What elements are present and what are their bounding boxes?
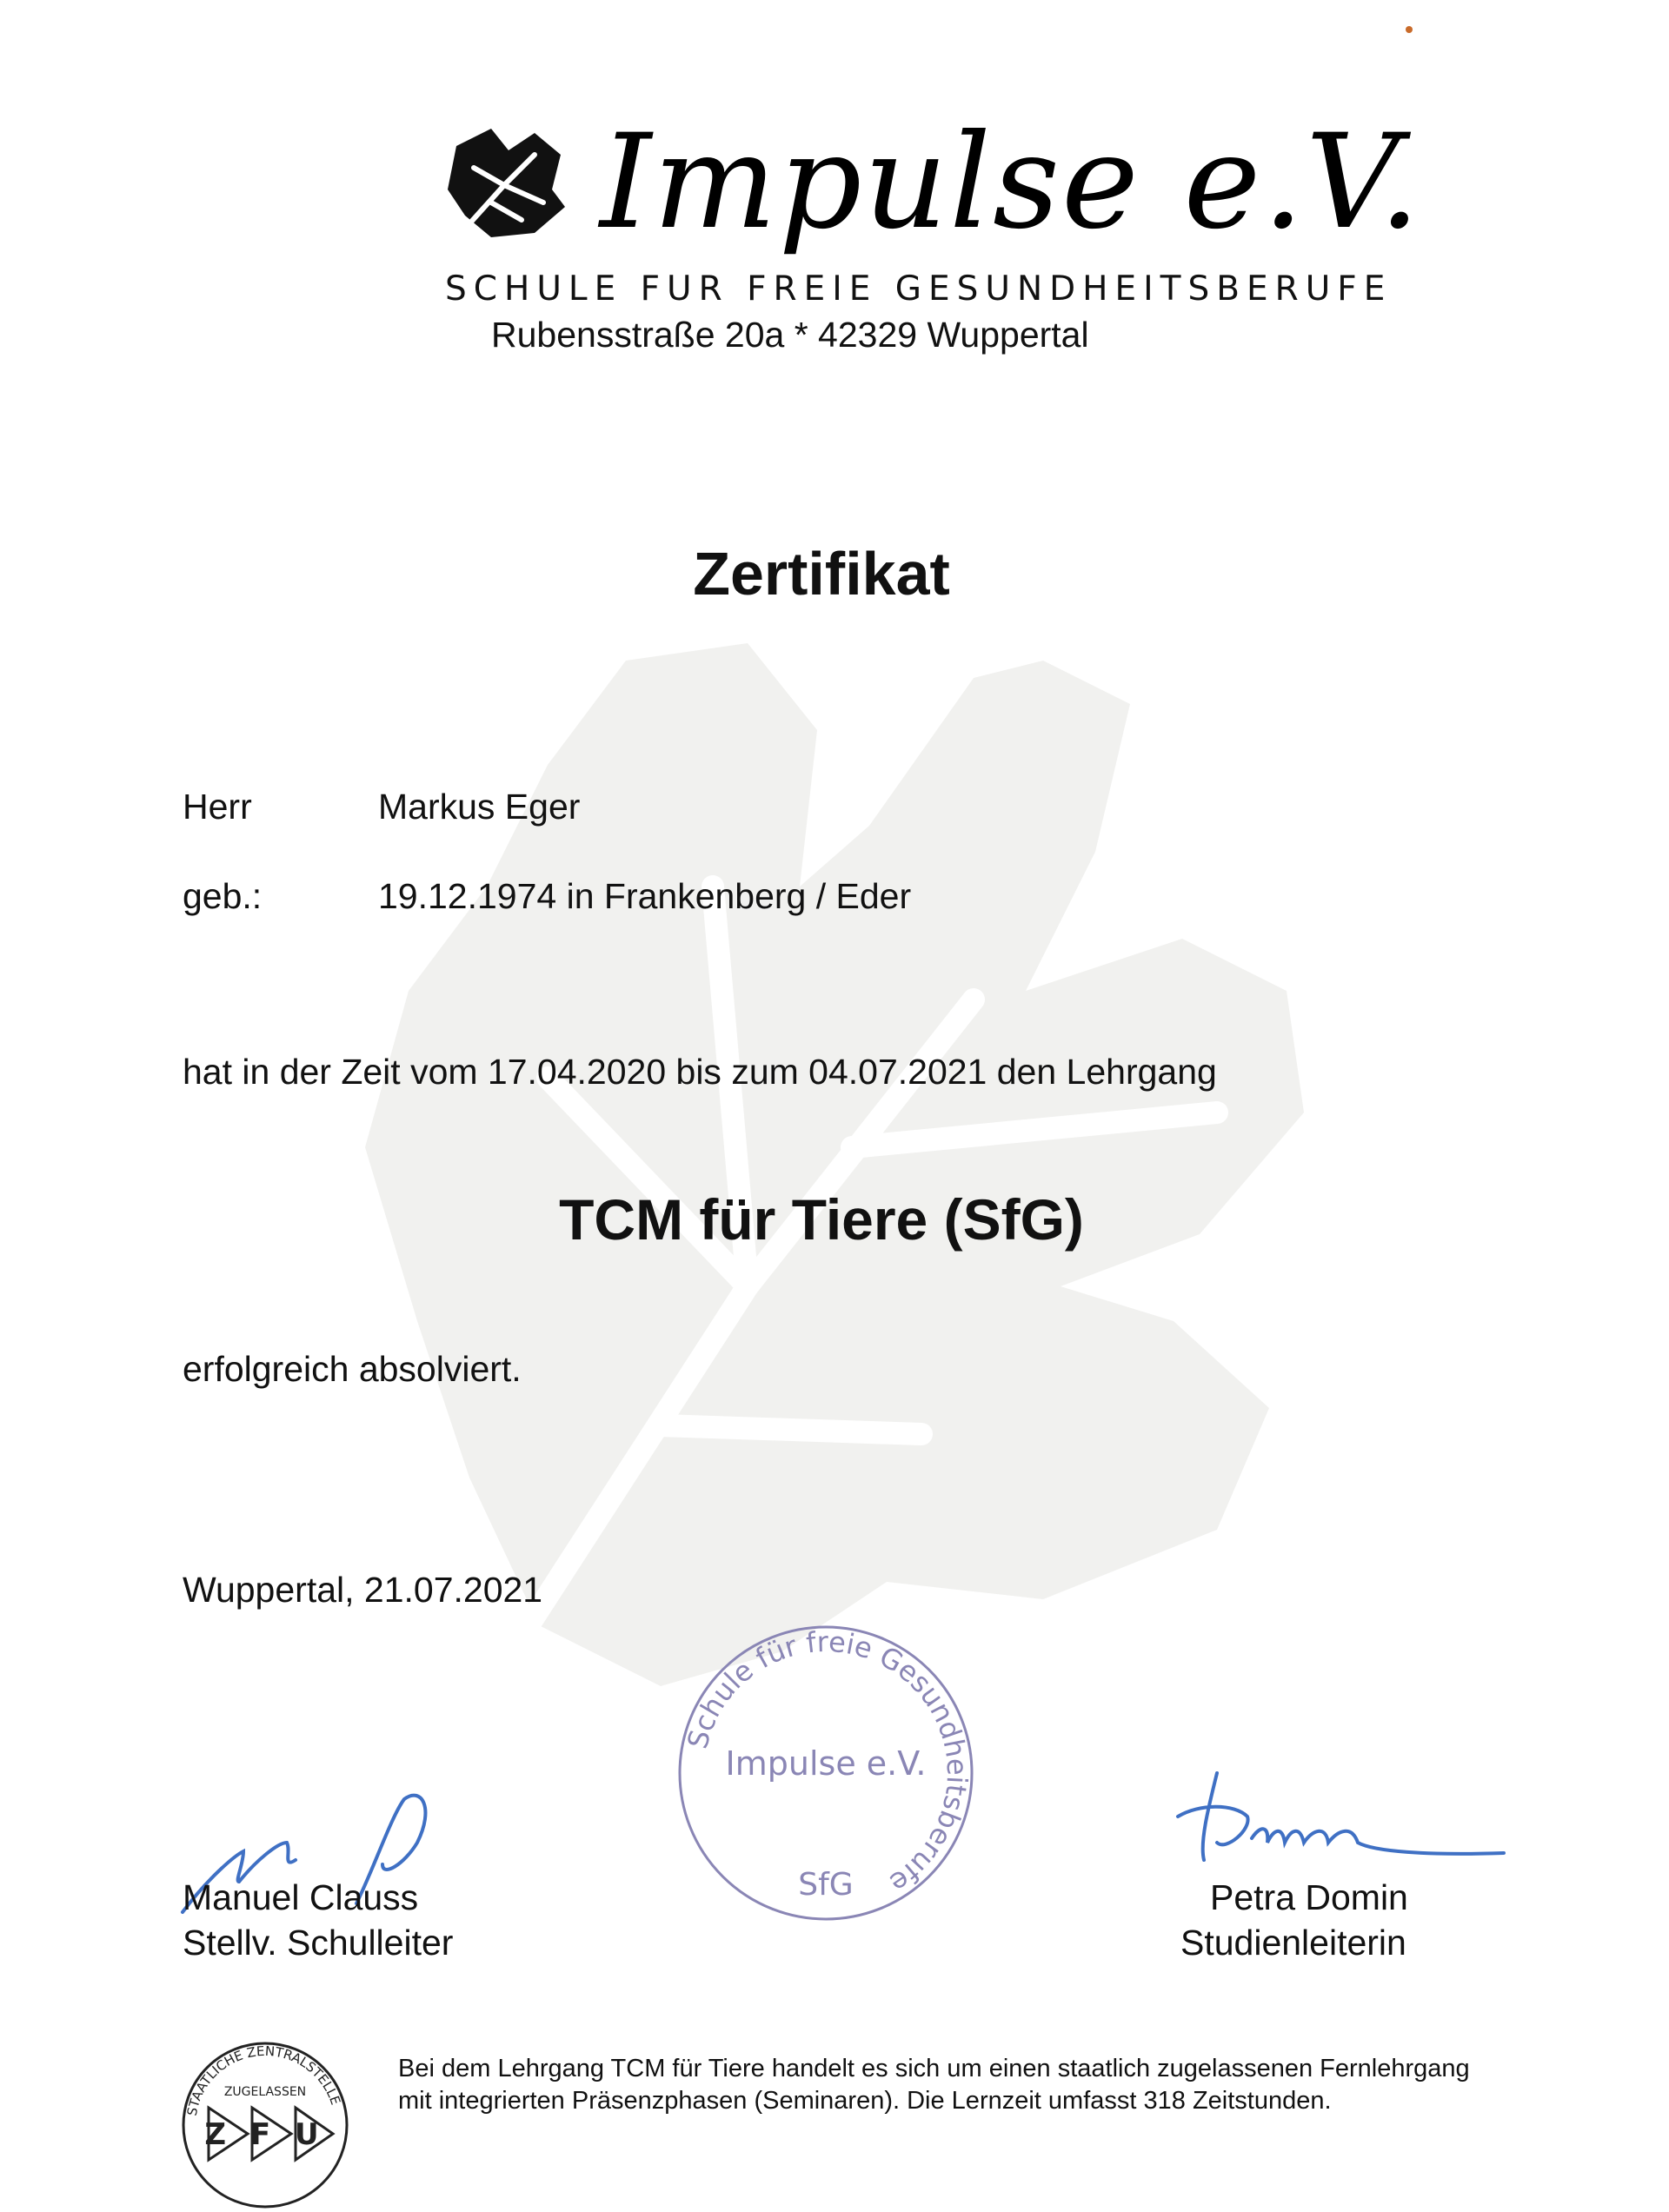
recipient-name: Markus Eger bbox=[378, 787, 581, 827]
footer-note: Bei dem Lehrgang TCM für Tiere handelt es sich um einen staatlich zugelassenen Fernlehrgang mit integrierten Präsenzphasen (Seminaren). Die Lernzeit umfasst 318 Zeitstunden. bbox=[398, 2055, 1470, 2115]
right-signer-name: Petra Domin bbox=[1210, 1877, 1408, 1917]
school-seal-stamp bbox=[669, 1617, 982, 1930]
birth-label: geb.: bbox=[183, 876, 263, 916]
school-name: SCHULE FUR FREIE GESUNDHEITSBERUFE bbox=[445, 269, 1393, 309]
svg-text:STAATLICHE ZENTRALSTELLE: STAATLICHE ZENTRALSTELLE bbox=[183, 2043, 344, 2117]
period-text: hat in der Zeit vom 17.04.2020 bis zum 04.07.2021 den Lehrgang bbox=[183, 1052, 1217, 1092]
right-signer-role: Studienleiterin bbox=[1180, 1923, 1406, 1963]
seal-bottom-text: SfG bbox=[798, 1867, 854, 1903]
course-title: TCM für Tiere (SfG) bbox=[559, 1187, 1084, 1252]
seal-center-text: Impulse e.V. bbox=[725, 1744, 927, 1783]
certificate-title: Zertifikat bbox=[693, 540, 950, 608]
logo-wordmark: Impulse e.V. bbox=[600, 107, 1422, 258]
school-address: Rubensstraße 20a * 42329 Wuppertal bbox=[491, 315, 1089, 355]
leaf-logo-icon bbox=[439, 120, 569, 242]
salutation-label: Herr bbox=[183, 787, 252, 827]
svg-text:ZUGELASSEN: ZUGELASSEN bbox=[223, 2085, 307, 2099]
zfu-approval-badge bbox=[178, 2038, 352, 2212]
left-signer-role: Stellv. Schulleiter bbox=[183, 1923, 454, 1963]
svg-text:Z F U: Z F U bbox=[204, 2117, 326, 2152]
seal-ring-text: Schule für freie Gesundheitsberufe bbox=[681, 1624, 974, 1900]
completion-text: erfolgreich absolviert. bbox=[183, 1349, 522, 1389]
place-date: Wuppertal, 21.07.2021 bbox=[183, 1570, 543, 1610]
scan-speck bbox=[1406, 26, 1413, 33]
left-signer-name: Manuel Clauss bbox=[183, 1877, 419, 1917]
birth-value: 19.12.1974 in Frankenberg / Eder bbox=[378, 876, 912, 916]
